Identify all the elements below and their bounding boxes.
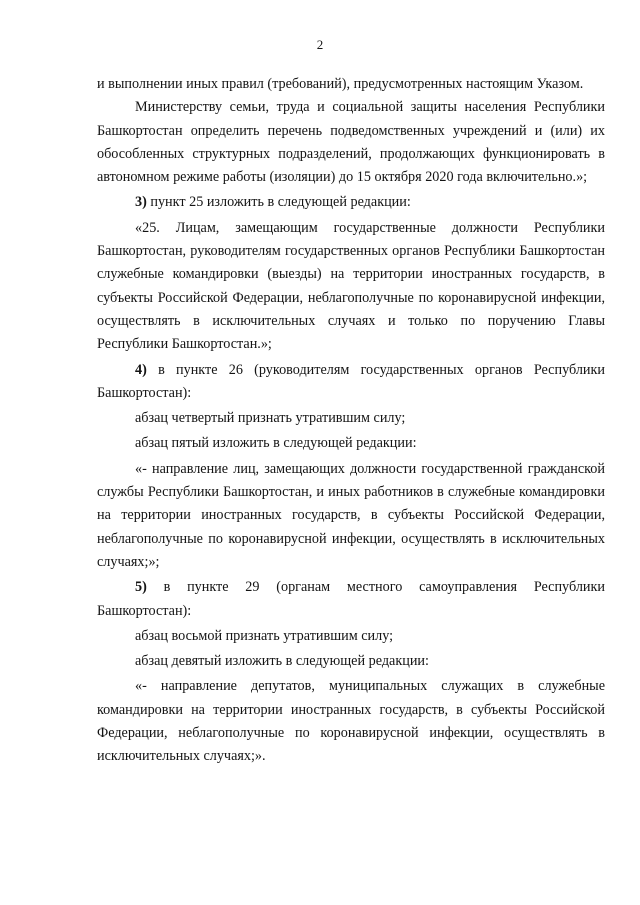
paragraph-text: и выполнении иных правил (требований), предусмотренных настоящим Указом. (97, 76, 584, 92)
paragraph-3 (97, 191, 605, 214)
paragraph-text: абзац девятый изложить в следующей редакции: (135, 653, 429, 670)
paragraph-9 (97, 576, 605, 623)
paragraph-10 (97, 625, 605, 648)
paragraph-12 (97, 675, 605, 768)
paragraph-text: абзац пятый изложить в следующей редакции: (135, 435, 417, 452)
item-number: 5) (135, 579, 147, 596)
page-number: 2 (316, 37, 324, 52)
paragraph-text: в пункте 26 (руководителям государственных органов Республики Башкортостан): (97, 361, 605, 401)
paragraph-2 (97, 96, 605, 189)
paragraph-text: «- направление лиц, замещающих должности государственной гражданской службы Республики Башкортостан, и иных работников в служебные командировки на территории иностранных государств, в субъекты Российской Федерации, неблагополучные по коронавирусной инфекции, осуществлять в исключительных случаях;»; (97, 460, 605, 570)
paragraph-text: пункт 25 изложить в следующей редакции: (146, 194, 411, 211)
paragraph-11 (97, 650, 605, 673)
paragraph-text: абзац восьмой признать утратившим силу; (135, 627, 394, 644)
paragraph-text: «- направление депутатов, муниципальных служащих в служебные командировки на территории иностранных государств, в субъекты Российской Федерации, неблагополучные по коронавирусной инфекции, осуществлять в исключительных случаях;». (97, 678, 605, 765)
paragraph-text: Министерству семьи, труда и социальной защиты населения Республики Башкортостан определить перечень подведомственных учреждений и (или) их обособленных структурных подразделений, продолжающих функционировать в автономном режиме работы (изоляции) до 15 октября 2020 года включительно.»; (97, 99, 605, 186)
item-number: 4) (135, 361, 147, 378)
paragraph-text: «25. Лицам, замещающим государственные должности Республики Башкортостан, руководителям государственных органов Республики Башкортостан служебные командировки (выезды) на территории иностранных государств, в субъекты Российской Федерации, неблагополучные по коронавирусной инфекции, осуществлять в исключительных случаях и только по поручению Главы Республики Башкортостан.»; (97, 219, 605, 353)
item-number: 3) (135, 194, 147, 211)
paragraph-8 (97, 458, 605, 574)
paragraph-6 (97, 407, 605, 430)
paragraph-4 (97, 217, 605, 357)
paragraph-5 (97, 359, 605, 406)
paragraph-text: в пункте 29 (органам местного самоуправления Республики Башкортостан): (97, 579, 605, 619)
paragraph-text: абзац четвертый признать утратившим силу; (135, 410, 406, 427)
document-body (97, 73, 605, 769)
paragraph-1 (97, 73, 605, 96)
paragraph-7 (97, 432, 605, 455)
